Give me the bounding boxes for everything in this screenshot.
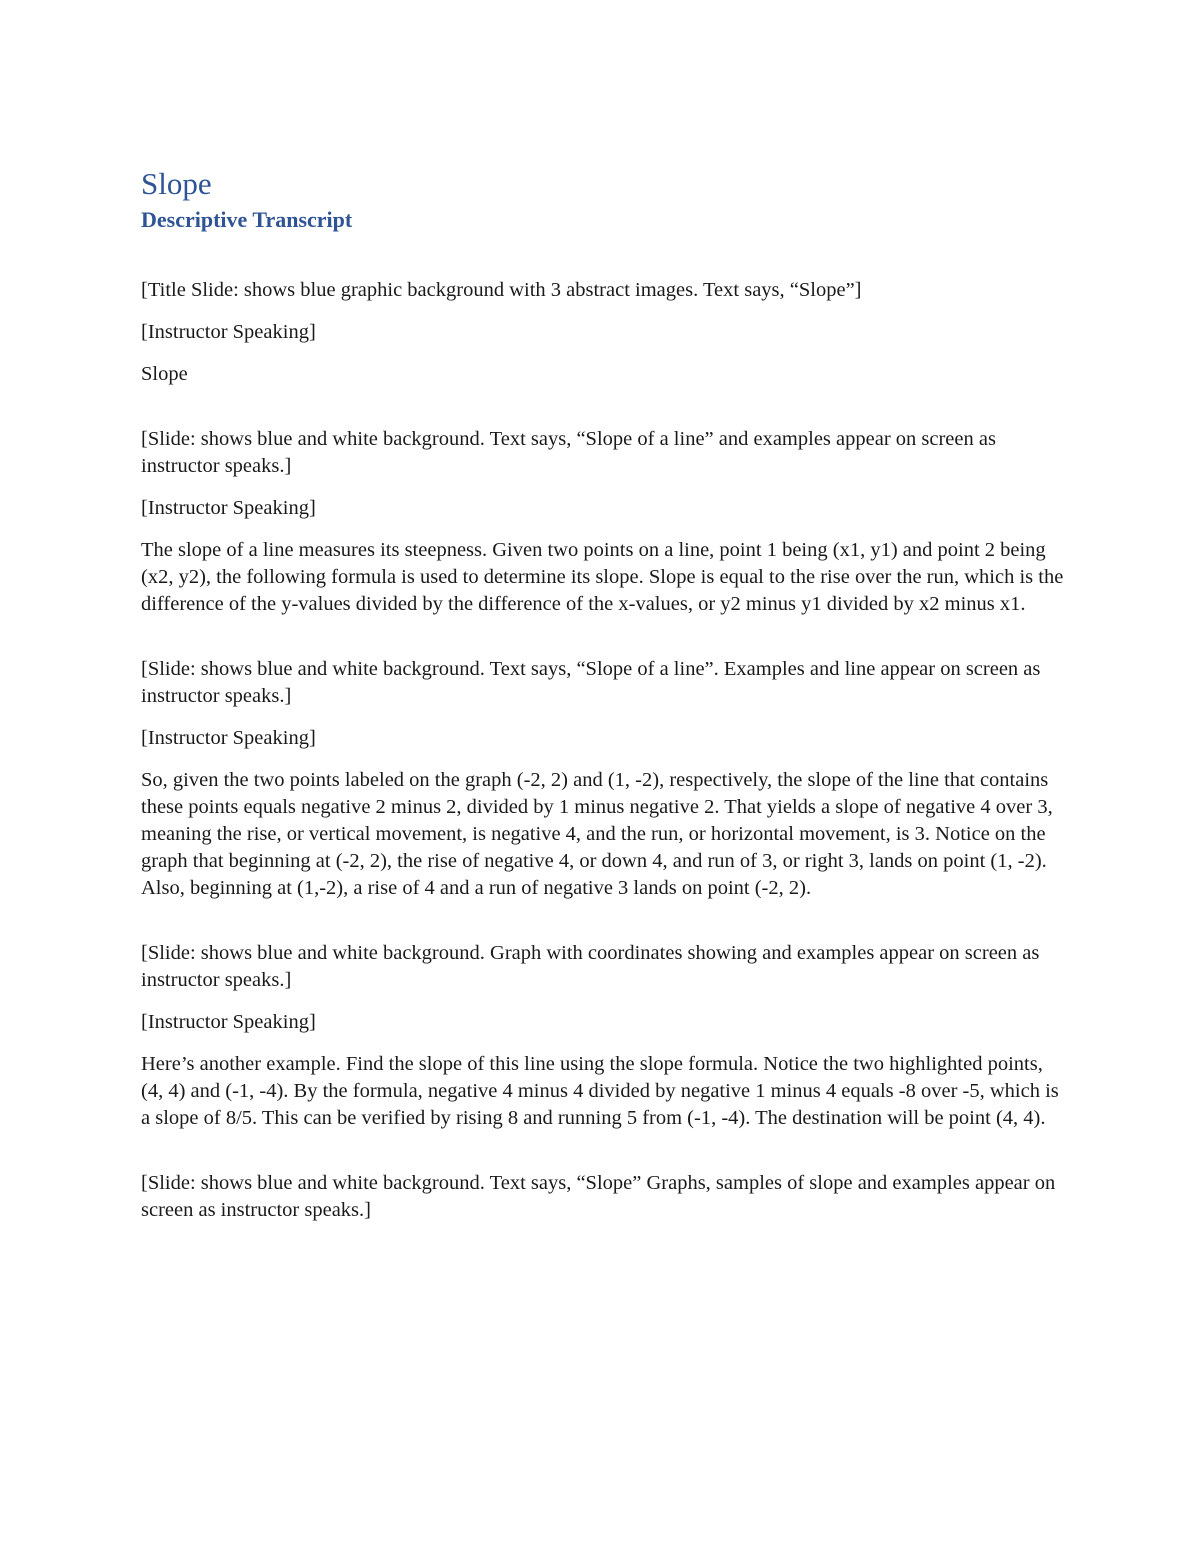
- speaker-label: [Instructor Speaking]: [141, 321, 316, 343]
- transcript-section-second-example: [141, 940, 1066, 1132]
- document-page: [141, 164, 1066, 1224]
- spoken-text: Slope: [141, 363, 188, 385]
- slide-description: [Slide: shows blue and white background. Text says, “Slope” Graphs, samples of slope and examples appear on screen as instructor speaks.]: [141, 1172, 1056, 1221]
- spoken-text: So, given the two points labeled on the graph (-2, 2) and (1, -2), respectively, the slope of the line that contains these points equals negative 2 minus 2, divided by 1 minus negative 2. That yields a slope of negative 4 over 3, meaning the rise, or vertical movement, is negative 4, and the run, or horizontal movement, is 3. Notice on the graph that beginning at (-2, 2), the rise of negative 4, or down 4, and run of 3, or right 3, lands on point (1, -2). Also, beginning at (1,-2), a rise of 4 and a run of negative 3 lands on point (-2, 2).: [141, 769, 1053, 899]
- document-title: Slope: [141, 166, 212, 201]
- document-subtitle: Descriptive Transcript: [141, 207, 353, 232]
- speaker-label: [Instructor Speaking]: [141, 727, 316, 749]
- transcript-section-first-example: [141, 656, 1066, 902]
- spoken-text: Here’s another example. Find the slope of this line using the slope formula. Notice the two highlighted points, (4, 4) and (-1, -4). By the formula, negative 4 minus 4 divided by negative 1 minus 4 equals -8 over -5, which is a slope of 8/5. This can be verified by rising 8 and running 5 from (-1, -4). The destination will be point (4, 4).: [141, 1053, 1059, 1129]
- speaker-label: [Instructor Speaking]: [141, 497, 316, 519]
- slide-description: [Slide: shows blue and white background. Text says, “Slope of a line”. Examples and line appear on screen as instructor speaks.]: [141, 658, 1041, 707]
- transcript-section-slope-definition: [141, 426, 1066, 618]
- speaker-label: [Instructor Speaking]: [141, 1011, 316, 1033]
- transcript-section-title-slide: [141, 277, 1066, 388]
- slide-description: [Title Slide: shows blue graphic background with 3 abstract images. Text says, “Slope”]: [141, 279, 862, 301]
- transcript-section-summary-slide: [141, 1170, 1066, 1224]
- spoken-text: The slope of a line measures its steepness. Given two points on a line, point 1 being (x1, y1) and point 2 being (x2, y2), the following formula is used to determine its slope. Slope is equal to the rise over the run, which is the difference of the y-values divided by the difference of the x-values, or y2 minus y1 divided by x2 minus x1.: [141, 539, 1064, 615]
- slide-description: [Slide: shows blue and white background. Text says, “Slope of a line” and examples appear on screen as instructor speaks.]: [141, 428, 996, 477]
- slide-description: [Slide: shows blue and white background. Graph with coordinates showing and examples appear on screen as instructor speaks.]: [141, 942, 1040, 991]
